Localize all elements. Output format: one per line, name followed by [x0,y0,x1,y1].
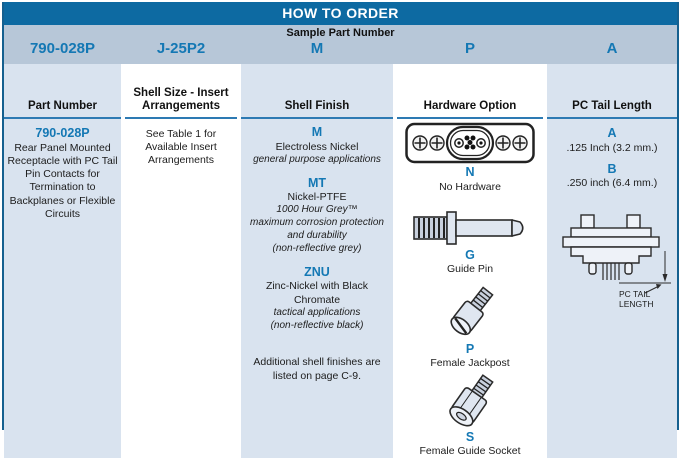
header-pc-tail-length: PC Tail Length [547,64,677,119]
dsub-connector-face-icon [404,121,536,165]
hardware-name-s: Female Guide Socket [419,445,521,458]
finish-desc-mt-2: maximum corrosion protection and durability [250,217,384,242]
sample-value-part-number: 790-028P [29,40,96,57]
column-hardware-option [397,64,543,458]
hardware-name-n: No Hardware [439,180,501,193]
hardware-option-g [397,208,543,277]
header-shell-size: Shell Size - Insert Arrangements [125,64,237,119]
tail-length-option-a [547,126,677,155]
sample-values-row [4,40,677,57]
finish-name-m: Electroless Nickel [275,140,359,153]
female-jackpost-icon [437,286,503,342]
column-part-number [4,64,121,458]
finish-name-mt: Nickel-PTFE [287,191,347,204]
tail-name-a: .125 Inch (3.2 mm.) [566,141,658,154]
hardware-code-s: S [465,429,475,444]
hardware-option-s [397,378,543,458]
connector-side-view-icon [547,207,677,311]
hardware-name-p: Female Jackpost [430,357,510,370]
guide-pin-icon [411,208,529,248]
hardware-code-n: N [465,165,475,179]
tail-length-option-b [547,162,677,191]
column-shell-finish [241,64,393,458]
finish-desc-znu-2: (non-reflective black) [270,319,364,331]
hardware-option-p [397,286,543,371]
finish-desc-m: general purpose applications [253,153,381,165]
tail-code-a: A [607,126,617,140]
sample-part-number-label: Sample Part Number [286,27,395,39]
finish-desc-mt-1: 1000 Hour Grey™ [276,204,358,216]
shell-finish-option-mt [241,176,393,256]
header-shell-finish: Shell Finish [241,64,393,119]
hardware-name-g: Guide Pin [446,263,494,276]
shell-finish-option-m [241,125,393,167]
finish-code-znu: ZNU [304,264,330,279]
tail-name-b: .250 inch (6.4 mm.) [566,177,658,190]
pc-tail-length-diagram [547,207,677,316]
pc-tail-label-line1: PC TAIL [619,288,651,299]
finish-desc-znu-1: tactical applications [273,306,361,318]
part-number-description: Rear Panel Mounted Receptacle with PC Tail Pin Contacts for Termination to Backplanes or Flexible Circuits [7,141,118,220]
how-to-order-table [2,2,679,458]
finish-name-znu: Zinc-Nickel with Black Chromate [265,280,369,306]
sample-value-tail-length: A [606,40,618,57]
column-pc-tail-length [547,64,677,458]
sample-value-shell-finish: M [310,40,324,57]
header-part-number: Part Number [4,64,121,119]
shell-size-note: See Table 1 for Available Insert Arrangements [145,128,217,167]
hardware-code-p: P [465,341,475,356]
header-hardware-option: Hardware Option [397,64,543,119]
tail-code-b: B [607,161,617,176]
pc-tail-label-line2: LENGTH [619,298,654,309]
column-shell-size [125,64,237,458]
order-columns [4,64,677,458]
hardware-code-g: G [465,247,475,262]
finish-desc-mt-3: (non-reflective grey) [272,242,362,254]
finish-code-mt: MT [307,175,327,190]
sample-part-number-band [4,25,677,64]
hardware-option-n [397,121,543,194]
table-title: HOW TO ORDER [4,2,677,25]
finish-code-m: M [311,125,323,139]
sample-value-hardware: P [464,40,475,57]
part-number-code: 790-028P [35,126,90,140]
sample-value-shell-size: J-25P2 [156,40,206,57]
shell-finish-footnote: Additional shell finishes are listed on page C-9. [253,356,381,382]
shell-finish-option-znu [241,265,393,333]
female-guide-socket-icon [433,378,507,430]
